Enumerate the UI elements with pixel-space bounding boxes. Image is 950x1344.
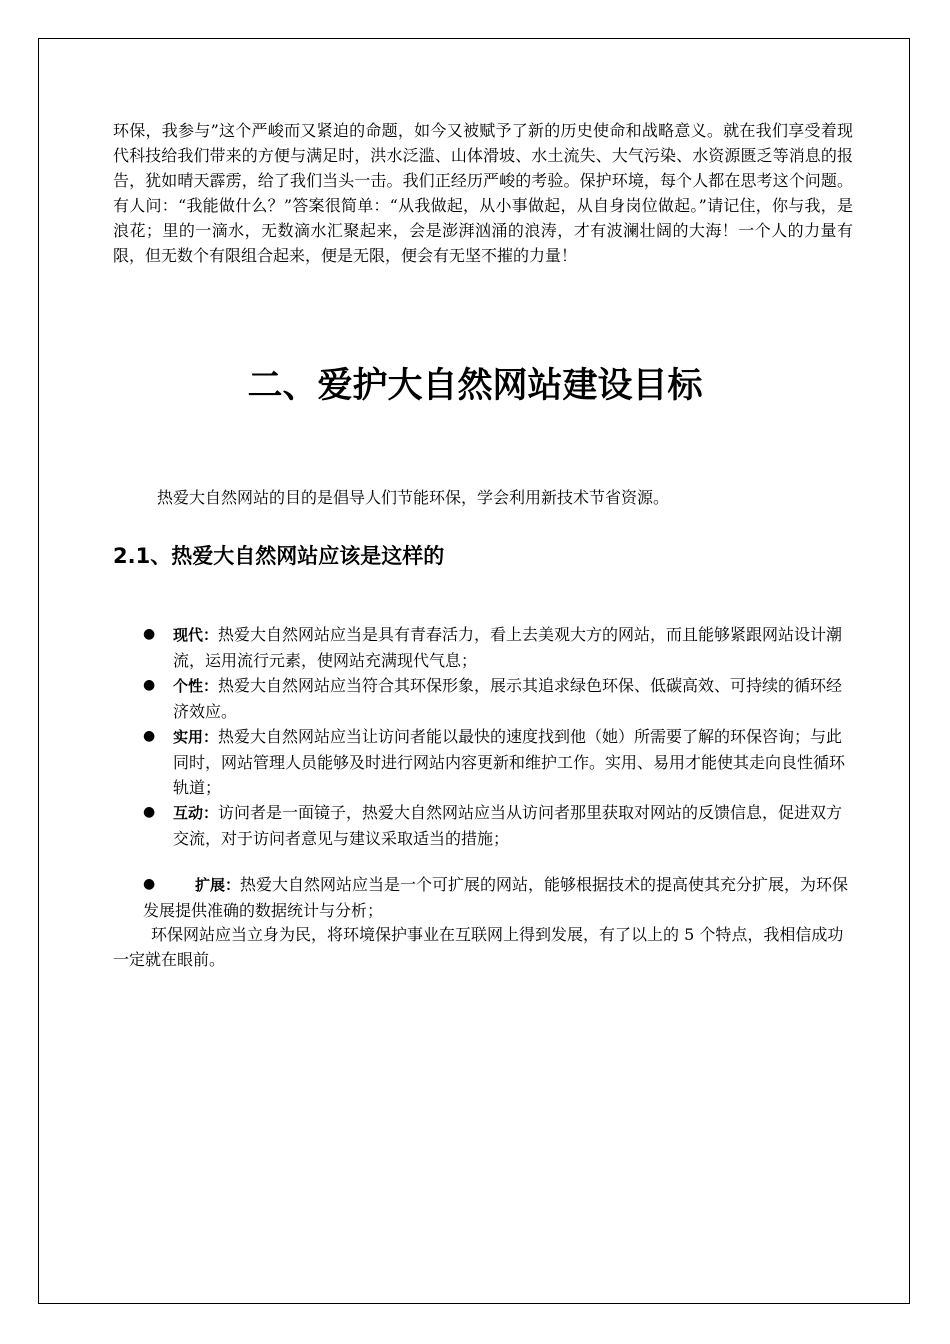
feature-term: 互动： [173,804,219,822]
list-item [113,622,853,673]
section-intro: 热爱大自然网站的目的是倡导人们节能环保，学会利用新技术节省资源。 [157,488,670,507]
feature-text: 访问者是一面镜子，热爱大自然网站应当从访问者那里获取对网站的反馈信息，促进双方交流，对于访问者意见与建议采取适当的措施； [173,803,843,848]
list-item [113,800,853,851]
feature-term: 实用： [173,728,219,746]
feature-list [113,622,853,851]
document-body [113,118,853,969]
feature-text: 热爱大自然网站应当是具有青春活力，看上去美观大方的网站，而且能够紧跟网站设计潮流，运用流行元素，使网站充满现代气息； [173,625,843,670]
bullet-icon: ● [143,626,156,642]
feature-term: 现代： [173,626,219,644]
extension-item [113,872,853,923]
feature-term: 个性： [173,677,219,695]
closing-paragraph: 环保网站应当立身为民，将环境保护事业在互联网上得到发展，有了以上的 5 个特点，我相信成功一定就在眼前。 [113,925,844,969]
feature-text: 热爱大自然网站应当是一个可扩展的网站，能够根据技术的提高使其充分扩展，为环保发展提供准确的数据统计与分析； [143,875,849,920]
intro-paragraph: 环保，我参与”这个严峻而又紧迫的命题，如今又被赋予了新的历史使命和战略意义。就在我们享受着现代科技给我们带来的方便与满足时，洪水泛滥、山体滑坡、水土流失、大气污染、水资源匮乏等消息的报告，犹如晴天霹雳，给了我们当头一击。我们正经历严峻的考验。保护环境，每个人都在思考这个问题。有人问：“我能做什么？”答案很简单：“从我做起，从小事做起，从自身岗位做起。”请记住，你与我，是浪花；里的一滴水，无数滴水汇聚起来，会是澎湃汹涌的浪涛，才有波澜壮阔的大海！一个人的力量有限，但无数个有限组合起来，便是无限，便会有无坚不摧的力量！ [113,121,853,265]
subsection-title: 2.1、热爱大自然网站应该是这样的 [113,544,445,568]
list-item [113,673,853,724]
bullet-icon: ● [143,876,156,892]
feature-text: 热爱大自然网站应当符合其环保形象，展示其追求绿色环保、低碳高效、可持续的循环经济效应。 [173,676,843,721]
bullet-icon: ● [143,677,156,693]
list-item [113,724,853,800]
bullet-icon: ● [143,728,156,744]
feature-term: 扩展： [195,876,241,894]
section-title: 二、爱护大自然网站建设目标 [247,366,703,406]
feature-text: 热爱大自然网站应当让访问者能以最快的速度找到他（她）所需要了解的环保咨询；与此同时，网站管理人员能够及时进行网站内容更新和维护工作。实用、易用才能使其走向良性循环轨道； [173,727,846,797]
bullet-icon: ● [143,804,156,820]
